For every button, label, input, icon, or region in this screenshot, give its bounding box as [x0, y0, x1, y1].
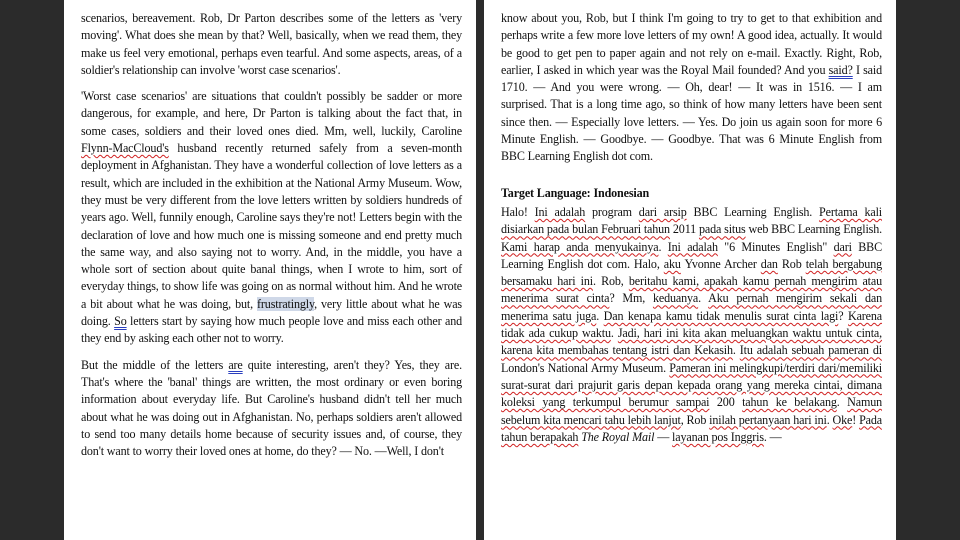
- spelling-error[interactable]: Aku pernah mengirim sekali dan menerima satu juga: [501, 291, 882, 323]
- text-run: know about you, Rob, but I think I'm going to try to get to that exhibition and perhaps write a few more love letters of my own! A good idea, actually. It would be good to get pen to paper again and not rely on e-mail. Exactly. Right, Rob, earlier, I asked in which year was the Royal Mail founded? And you: [501, 11, 882, 77]
- spelling-error[interactable]: keduanya: [652, 291, 699, 306]
- grammar-flag[interactable]: are: [228, 357, 243, 372]
- spelling-error[interactable]: pada situs: [698, 222, 746, 237]
- spelling-error[interactable]: Oke: [832, 412, 853, 427]
- paragraph: [81, 357, 462, 461]
- spelling-error[interactable]: layanan pos Inggris: [672, 429, 764, 444]
- left-page: [64, 0, 476, 540]
- right-page: [484, 0, 896, 540]
- spelling-error[interactable]: dari arsip: [638, 204, 687, 219]
- grammar-flag[interactable]: said?: [828, 62, 853, 77]
- spelling-error[interactable]: Pada tahun berapakah: [501, 412, 882, 444]
- text-run: letters start by saying how much people love and miss each other and they end by asking each other not to worry.: [81, 314, 462, 346]
- spelling-error[interactable]: Karena tidak ada cukup waktu: [501, 308, 883, 341]
- right-page-text: [501, 10, 882, 455]
- paragraph: [81, 88, 462, 347]
- spelling-error[interactable]: aku: [663, 256, 681, 271]
- translation-paragraph: Halo! Ini adalah program dari arsip BBC Learning English. Pertama kali disiarkan pada bulan Februari tahun 2011 pada situs web BBC Learning English. Kami harap anda menyukainya. Ini adalah "6 Minutes English" dari BBC Learning English dot com. Halo, aku Yvonne Archer dan Rob telah bergabung bersamaku hari ini. Rob, beritahu kami, apakah kamu pernah mengirim atau menerima surat cinta? Mm, keduanya. Aku pernah mengirim sekali dan menerima satu juga. Dan kenapa kamu tidak menulis surat cinta lagi? Karena tidak ada cukup waktu. Jadi, hari ini kita akan meluangkan waktu untuk cinta, karena kita membahas tentang istri dan Kekasih. Itu adalah sebuah pameran di London's National Army Museum. Pameran ini melingkupi/terdiri dari/memiliki surat-surat dari prajurit garis depan kepada orang yang mereka cintai, dimana koleksi yang terkumpul berumur sampai 200 tahun ke belakang. Namun sebelum kita mencari tahu lebih lanjut, Rob inilah pertanyaan hari ini. Oke! Pada tahun berapakah The Royal Mail — layanan pos Inggris. —: [501, 204, 883, 444]
- spelling-error[interactable]: dari: [833, 239, 852, 254]
- spelling-error[interactable]: Ini adalah: [534, 204, 586, 219]
- grammar-flag[interactable]: So: [114, 314, 127, 329]
- left-page-text: [81, 10, 462, 469]
- spelling-error[interactable]: Flynn-MacCloud's: [81, 141, 169, 156]
- spelling-error[interactable]: Pameran ini melingkupi/terdiri dari/memiliki surat-surat dari prajurit garis depan kepada orang yang mereka cintai, dimana koleksi yang terkumpul berumur sampai: [501, 360, 882, 410]
- spelling-error[interactable]: Kami harap anda menyukainya: [501, 239, 659, 254]
- spelling-error[interactable]: inilah pertanyaan hari ini: [709, 412, 827, 427]
- spelling-error[interactable]: beritahu kami, apakah kamu pernah mengirim atau menerima surat cinta: [501, 274, 882, 306]
- spelling-error[interactable]: telah bergabung bersamaku hari ini: [501, 256, 882, 289]
- spelling-error[interactable]: tahun ke belakang: [742, 395, 837, 410]
- spelling-error[interactable]: Dan kenapa kamu tidak menulis surat cinta lagi: [603, 308, 839, 323]
- spelling-error[interactable]: Jadi, hari ini kita akan meluangkan waktu untuk cinta, karena kita membahas tentang istri dan Kekasih: [501, 326, 882, 358]
- selected-word[interactable]: frustratingly: [257, 296, 315, 311]
- paragraph: scenarios, bereavement. Rob, Dr Parton describes some of the letters as 'very moving'. What does she mean by that? Well, basically, when we read them, they make us feel very emotional, perhaps even tearful. And some aspects, areas, of a soldier's relationship can involve 'worst case scenarios'.: [81, 11, 462, 77]
- spelling-error[interactable]: Ini adalah: [667, 239, 718, 254]
- spelling-error[interactable]: dan: [760, 256, 778, 271]
- spelling-error[interactable]: Namun sebelum kita mencari tahu lebih lanjut: [501, 395, 882, 427]
- text-run: But the middle of the letters: [81, 357, 229, 372]
- spelling-error[interactable]: Itu adalah sebuah pameran di: [739, 343, 882, 358]
- section-heading: Target Language: Indonesian: [501, 185, 650, 200]
- text-run: , very little about what he was doing.: [81, 296, 462, 329]
- text-run: I said 1710. — And you were wrong. — Oh, dear! — It was in 1516. — I am surprised. That is a long time ago, so think of how many letters have been sent since then. — Especially love letters. — Yes. Do join us again soon for more 6 Minute English. — Goodbye. — Goodbye. That was 6 Minute English from BBC Learning English dot com.: [501, 62, 882, 164]
- spelling-error[interactable]: Pertama kali disiarkan pada bulan Februari tahun: [501, 204, 882, 237]
- text-run: 'Worst case scenarios' are situations that couldn't possibly be sadder or more dangerous, for example, and here, Dr Parton is talking about the fact that, in some cases, soldiers and their loved ones died. Mm, well, luckily, Caroline: [81, 89, 462, 138]
- italic-title: The Royal Mail: [581, 429, 655, 444]
- text-run: quite interesting, aren't they? Yes, they are. That's where the 'banal' things are written, the most ordinary or even boring information about everyday life. But Caroline's husband didn't tell her much about what he was doing out in Afghanistan. No, perhaps soldiers aren't allowed to send too many details home because of security issues and, of course, they don't want to worry their loved ones at home, do they? — No. —Well, I don't: [81, 357, 462, 459]
- paragraph: [501, 10, 882, 166]
- text-run: husband recently returned safely from a seven-month deployment in Afghanistan. They have a wonderful collection of love letters as a result, which are included in the exhibition at the National Army Museum. Wow, they must be very different from the love letters written by soldiers hundreds of years ago. Well, funnily enough, Caroline says they're not! Letters begin with the declaration of love and how much one is missing someone and end pretty much the same way, and also saying not to worry. And, in the middle, you have a whole sort of section about quite banal things, when I wrote to him, sort of everyday things, to show life was going on as normal without him. And he wrote a bit about what he was doing, but,: [81, 141, 462, 311]
